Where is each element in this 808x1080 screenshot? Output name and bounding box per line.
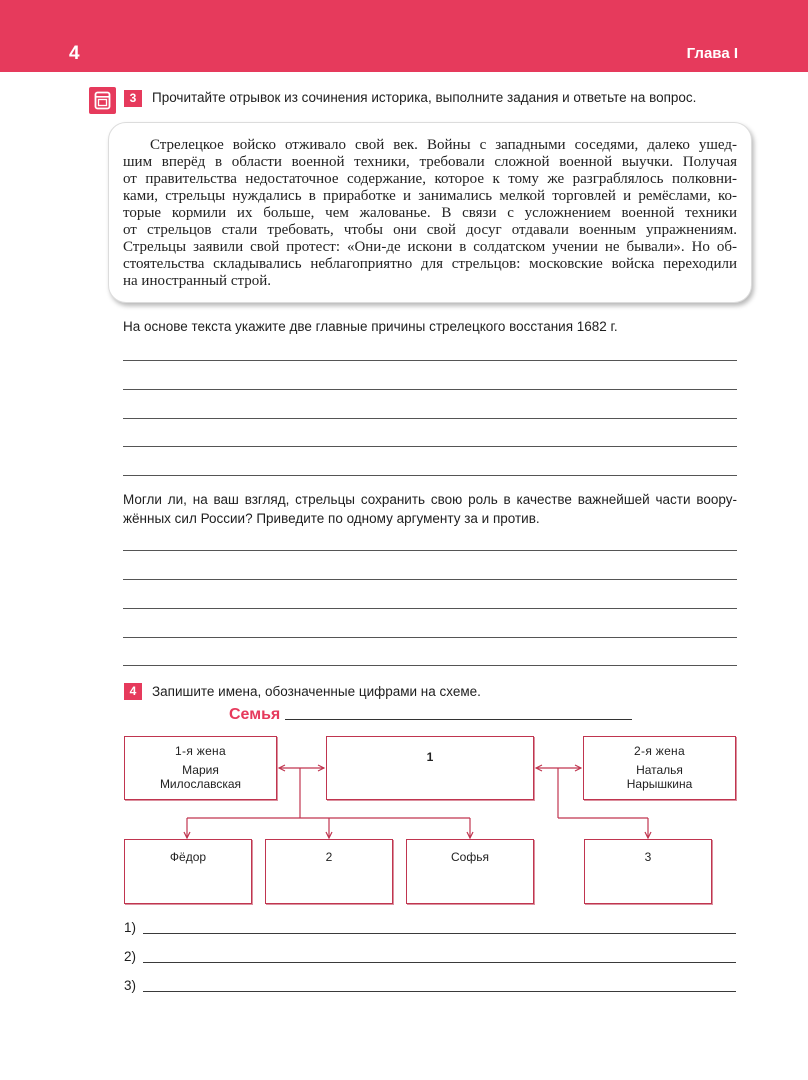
answer-line [123,418,737,419]
family-label: Семья [229,706,281,723]
excerpt-line: от правительства недостаточное содержание, которое к тому же разграблялось полковни- [123,170,737,187]
excerpt-line: стоятельства складывались неблагоприятно для стрельцов: московские войска переходили [123,256,737,273]
spouse-last-name: Милославская [159,777,242,791]
task-number-badge: 3 [124,90,142,107]
scheme-box-child [584,839,712,904]
spouse-first-name: Мария [182,763,219,777]
text-document-icon [89,87,116,114]
excerpt-line: торые кормили их больше, чем жалованье. В связи с усложнением военной техники [123,204,737,221]
answer-line [143,962,736,963]
scheme-box-center [326,736,534,800]
chapter-title: Глава I [686,45,738,62]
answer-label: 2) [124,949,137,964]
answer-line [123,637,737,638]
excerpt-line: шим вперёд в области военной техники, требовали сложной военной выучки. Получая [123,153,737,170]
task-instruction: Запишите имена, обозначенные цифрами на схеме. [152,684,481,699]
scheme-center-number: 1 [426,750,434,764]
child-label: Софья [451,850,489,864]
question-line: Могли ли, на ваш взгляд, стрельцы сохранить свою роль в качестве важнейшей части воору- [123,492,737,507]
scheme-box-child [406,839,534,904]
excerpt-line: Стрелецкое войско отживало свой век. Войны с западными соседями, далеко ушед- [150,136,737,153]
excerpt-line: ками, стрельцы нуждались в приработке и занимались мелкой торговлей и ремёслами, ко- [123,187,737,204]
task-number-badge: 4 [124,683,142,700]
excerpt-line: от стрельцов стали требовать, чтобы они свой досуг отдавали военным упражнениям. [123,221,737,238]
answer-line [123,360,737,361]
question-causes: На основе текста укажите две главные причины стрелецкого восстания 1682 г. [123,319,618,334]
answer-line [123,389,737,390]
question-line: жённых сил России? Приведите по одному аргументу за и против. [123,511,540,526]
child-label: 2 [325,850,333,864]
chapter-header-band [0,0,808,72]
excerpt-line: на иностранный строй. [123,273,272,290]
question-arguments [123,490,737,528]
answer-line [123,550,737,551]
spouse-title: 1-я жена [175,744,226,758]
spouse-first-name: Наталья [636,763,683,777]
scheme-box-second-wife [583,736,736,800]
scheme-box-first-wife [124,736,277,800]
answer-label: 3) [124,978,137,993]
answer-label: 1) [124,920,137,935]
page-number: 4 [69,43,80,64]
historian-excerpt-box [108,122,752,303]
excerpt-line: Стрельцы заявили свой протест: «Они-де искони в солдатском учении не бывали». Но об- [123,239,737,256]
answer-line [123,579,737,580]
scheme-box-child [265,839,393,904]
task-instruction: Прочитайте отрывок из сочинения историка, выполните задания и ответьте на вопрос. [152,90,697,105]
family-answer-line [285,719,632,720]
child-label: 3 [644,850,652,864]
answer-line [143,991,736,992]
answer-line [123,446,737,447]
answer-line [123,475,737,476]
spouse-last-name: Нарышкина [626,777,693,791]
child-label: Фёдор [169,850,207,864]
answer-line [123,608,737,609]
spouse-title: 2-я жена [634,744,685,758]
scheme-box-child [124,839,252,904]
answer-line [123,665,737,666]
answer-line [143,933,736,934]
